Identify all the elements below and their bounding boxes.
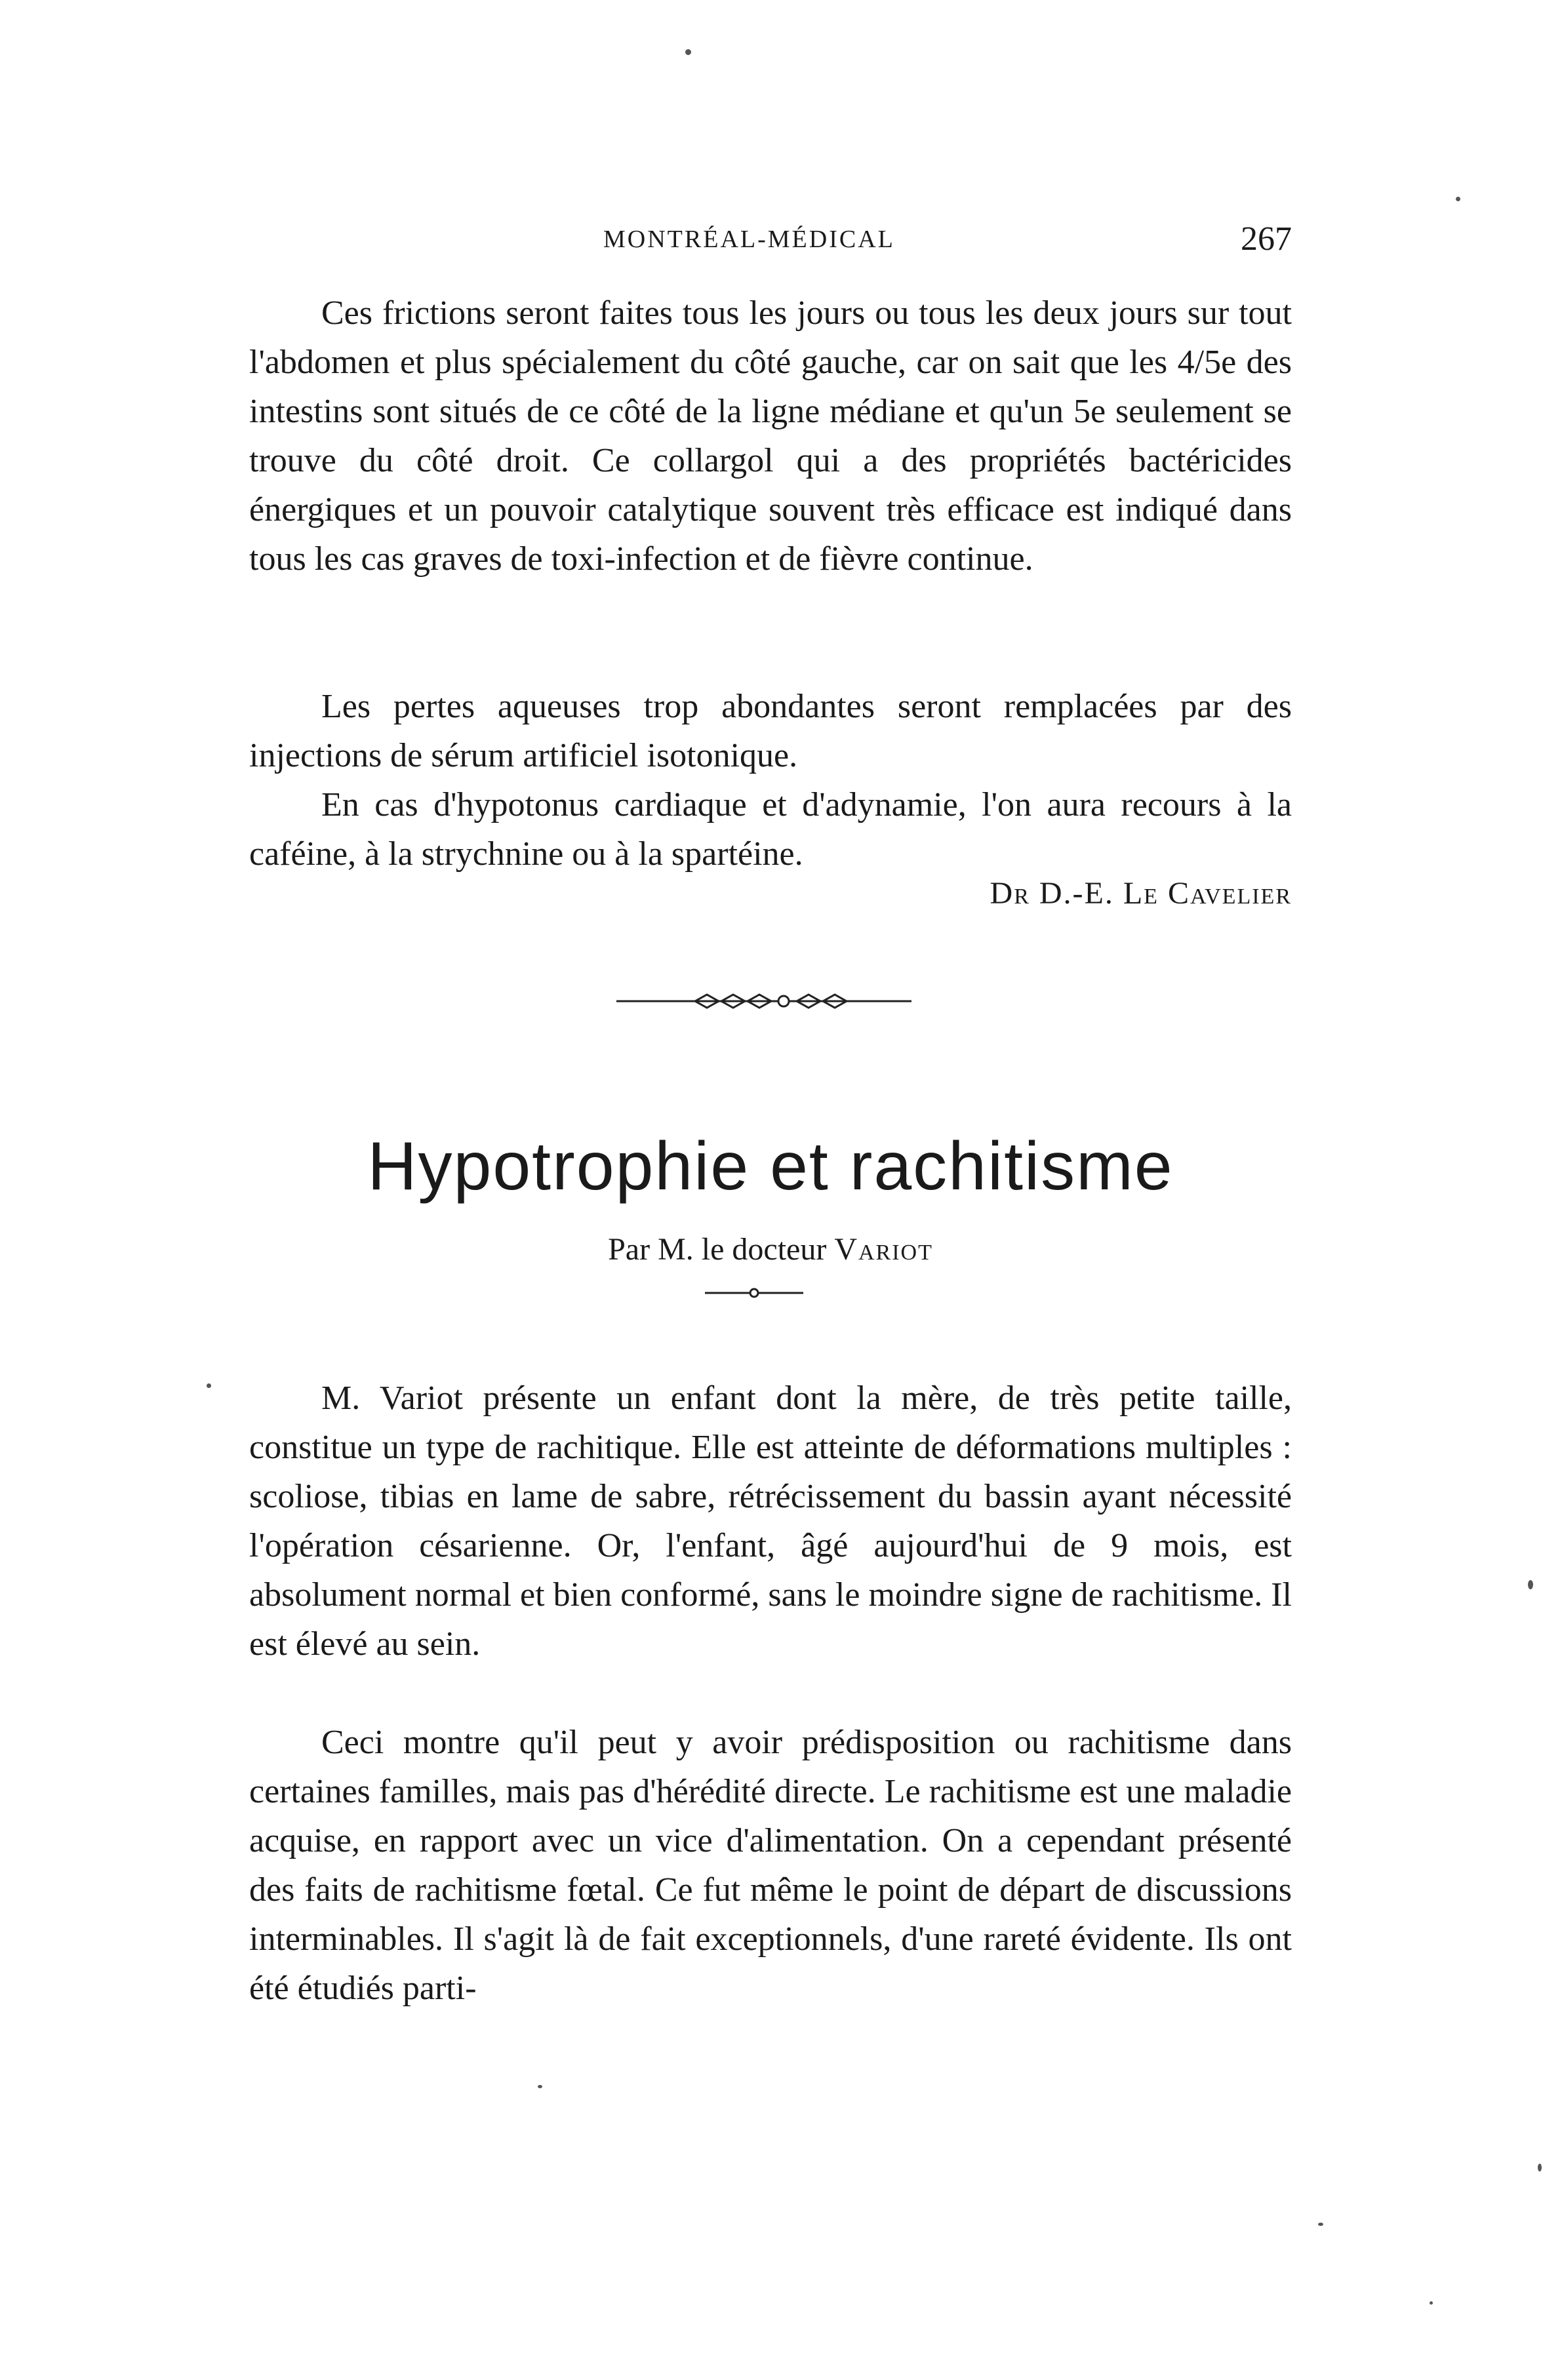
print-speck	[207, 1383, 211, 1388]
paragraph-ceci: Ceci montre qu'il peut y avoir prédisposition ou rachitisme dans certaines familles, mais pas d'hérédité directe. Le rachitisme est une maladie acquise, en rapport avec un vice d'alimentation. On a cependant présenté des faits de rachitisme fœtal. Ce fut même le point de départ de discussions interminables. Il s'agit là de fait exceptionnels, d'une rareté évidente. Ils ont été étudiés parti-	[249, 1724, 1292, 2007]
print-speck	[1456, 197, 1460, 201]
print-speck	[685, 49, 691, 55]
byline	[249, 1231, 1292, 1267]
print-speck	[538, 2085, 542, 2088]
paragraph-hypotonus: En cas d'hypotonus cardiaque et d'adynamie, l'on aura recours à la caféine, à la strychnine ou à la spartéine.	[249, 786, 1292, 873]
paragraph-frictions: Ces frictions seront faites tous les jours ou tous les deux jours sur tout l'abdomen et plus spécialement du côté gauche, car on sait que les 4/5e des intestins sont situés de ce côté de la ligne médiane et qu'un 5e seulement se trouve du côté droit. Ce collargol qui a des propriétés bactéricides énergiques et un pouvoir catalytique souvent très efficace est indiqué dans tous les cas graves de toxi-infection et de fièvre continue.	[249, 294, 1292, 578]
byline-prefix: Par M. le docteur	[608, 1232, 827, 1267]
article-title: Hypotrophie et rachitisme	[367, 1128, 1174, 1204]
print-speck	[1430, 2301, 1433, 2305]
title-divider-ornament	[705, 1285, 803, 1301]
print-speck	[1538, 2164, 1542, 2172]
author-signature: Dr D.-E. Le Cavelier	[990, 876, 1292, 911]
paragraph-pertes: Les pertes aqueuses trop abondantes seront remplacées par des injections de sérum artificiel isotonique.	[249, 688, 1292, 774]
page-number: 267	[1241, 220, 1292, 258]
journal-title: MONTRÉAL-MÉDICAL	[603, 226, 895, 253]
byline-author: Variot	[834, 1232, 933, 1267]
section-divider-ornament	[616, 987, 911, 1013]
print-speck	[1318, 2223, 1323, 2226]
running-head	[249, 220, 1292, 266]
print-speck	[1528, 1580, 1533, 1589]
paragraph-variot: M. Variot présente un enfant dont la mère, de très petite taille, constitue un type de rachitique. Elle est atteinte de déformations multiples : scoliose, tibias en lame de sabre, rétrécissement du bassin ayant nécessité l'opération césarienne. Or, l'enfant, âgé aujourd'hui de 9 mois, est absolument normal et bien conformé, sans le moindre signe de rachitisme. Il est élevé au sein.	[249, 1379, 1292, 1663]
